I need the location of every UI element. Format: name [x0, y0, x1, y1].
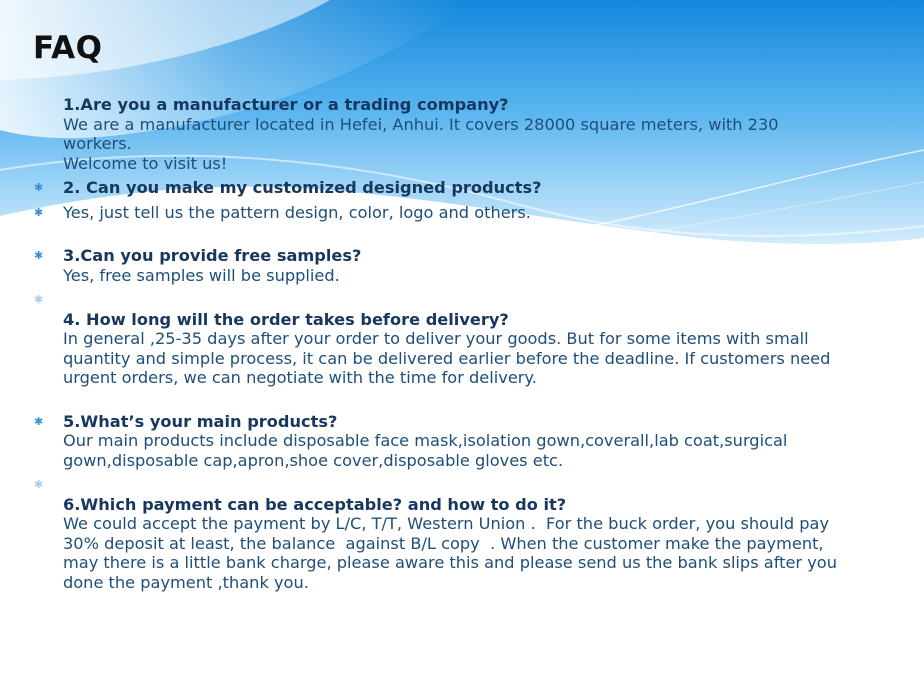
answer-4-line-1: In general ,25-35 days after your order to deliver your goods. But for some items with small [63, 329, 809, 348]
page-title: FAQ [33, 30, 103, 66]
faq-item-3 [30, 246, 870, 285]
question-5: 5.What’s your main products? [63, 411, 338, 431]
question-2: 2. Can you make my customized designed products? [63, 178, 542, 197]
answer-4-line-3: urgent orders, we can negotiate with the time for delivery. [63, 368, 537, 387]
answer-2: Yes, just tell us the pattern design, color, logo and others. [63, 202, 531, 222]
answer-4-line-2: quantity and simple process, it can be delivered earlier before the deadline. If customers need [63, 348, 831, 368]
question-3: 3.Can you provide free samples? [63, 246, 362, 265]
answer-6-line-1: We could accept the payment by L/C, T/T, Western Union . For the buck order, you should pay [63, 514, 830, 533]
question-1: 1.Are you a manufacturer or a trading company? [63, 95, 509, 114]
bullet-icon: ✱ [34, 181, 44, 194]
question-6: 6.Which payment can be acceptable? and how to do it? [63, 494, 567, 514]
faq-list [30, 95, 870, 592]
faq-item-4 [30, 290, 870, 388]
answer-5-line-1: Our main products include disposable face mask,isolation gown,coverall,lab coat,surgical [63, 431, 788, 450]
question-4: 4. How long will the order takes before delivery? [63, 309, 509, 329]
bullet-icon: ✱ [34, 478, 44, 491]
answer-6-line-3: may there is a little bank charge, please aware this and please send us the bank slips after you [63, 553, 837, 572]
answer-3: Yes, free samples will be supplied. [63, 265, 340, 285]
bullet-icon: ✱ [34, 249, 44, 262]
answer-6-line-4: done the payment ,thank you. [63, 572, 309, 592]
faq-item-6 [30, 475, 870, 592]
bullet-icon: ✱ [34, 414, 44, 428]
answer-1-line-1: We are a manufacturer located in Hefei, Anhui. It covers 28000 square meters, with 230 [63, 114, 779, 134]
answer-1-line-2: workers. [63, 134, 132, 153]
faq-answer-2 [30, 203, 870, 223]
faq-item-1 [30, 95, 870, 173]
bullet-icon: ✱ [34, 293, 44, 306]
answer-6-line-2: 30% deposit at least, the balance against B/L copy . When the customer make the payment, [63, 533, 824, 553]
answer-5-line-2: gown,disposable cap,apron,shoe cover,disposable gloves etc. [63, 450, 564, 470]
faq-item-2 [30, 178, 870, 198]
faq-item-5 [30, 412, 870, 471]
answer-1-line-3: Welcome to visit us! [63, 153, 228, 173]
bullet-icon: ✱ [34, 205, 44, 219]
